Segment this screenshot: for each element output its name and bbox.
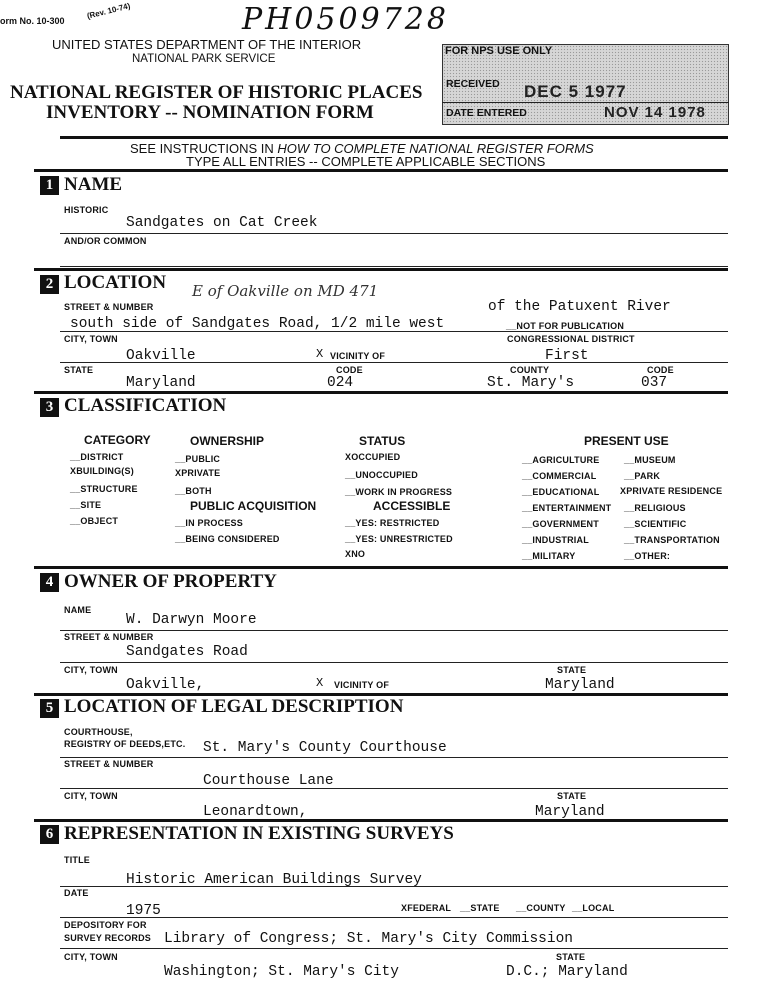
historic-label: HISTORIC [64,205,109,215]
ownership-item: __PUBLIC [175,454,221,464]
county-option: __COUNTY [516,903,566,913]
state-code-label: CODE [336,365,363,375]
owner-city-label: CITY, TOWN [64,665,118,675]
section-1-title: NAME [64,174,123,195]
section-6-title: REPRESENTATION IN EXISTING SURVEYS [64,823,454,844]
public-acquisition-header: PUBLIC ACQUISITION [190,499,317,513]
category-header: CATEGORY [84,433,151,447]
category-item: XBUILDING(S) [70,466,134,476]
owner-city: Oakville, [126,677,205,693]
section-2-number: 2 [40,275,59,294]
instructions-line2: TYPE ALL ENTRIES -- COMPLETE APPLICABLE SECTIONS [186,154,546,169]
survey-records-label: SURVEY RECORDS [64,933,151,943]
present-use-item: __INDUSTRIAL [522,535,589,545]
department-name: UNITED STATES DEPARTMENT OF THE INTERIOR [52,37,362,52]
ownership-item: __BOTH [175,486,212,496]
state-value: Maryland [126,375,196,391]
state-label: STATE [64,365,94,375]
legal-street: Courthouse Lane [203,773,334,789]
status-header: STATUS [359,434,406,448]
city-value: Oakville [126,348,196,364]
section-3-number: 3 [40,398,59,417]
legal-street-label: STREET & NUMBER [64,759,154,769]
nps-box-label: FOR NPS USE ONLY [445,45,553,57]
present-use-item: __MUSEUM [624,455,676,465]
owner-name-label: NAME [64,605,92,615]
present-use-item: XPRIVATE RESIDENCE [620,486,723,496]
accessible-item: __YES: RESTRICTED [345,518,440,528]
vicinity-mark: X [316,347,324,361]
acquisition-item: __BEING CONSIDERED [175,534,280,544]
present-use-item: __AGRICULTURE [522,455,600,465]
present-use-item: __OTHER: [624,551,671,561]
form-title-line2: INVENTORY -- NOMINATION FORM [46,102,374,123]
federal-option: XFEDERAL [401,903,452,913]
owner-vicinity-label: VICINITY OF [334,680,390,690]
date-entered-stamp: NOV 14 1978 [604,104,706,121]
ownership-item: XPRIVATE [175,468,221,478]
county-code-value: 037 [641,375,668,391]
handwritten-id: PH0509728 [242,2,449,37]
status-item: XOCCUPIED [345,452,401,462]
owner-street: Sandgates Road [126,644,248,660]
owner-state-label: STATE [557,665,587,675]
ownership-header: OWNERSHIP [190,434,265,448]
form-number: orm No. 10-300 [0,16,65,26]
owner-name: W. Darwyn Moore [126,612,257,628]
state-code-value: 024 [327,375,354,391]
status-item: __UNOCCUPIED [345,470,418,480]
section-2-title: LOCATION [64,272,167,293]
section-5-number: 5 [40,699,59,718]
congressional-district: First [545,348,589,364]
owner-state: Maryland [545,677,615,693]
local-option: __LOCAL [572,903,615,913]
present-use-item: __EDUCATIONAL [522,487,600,497]
depository-city-label: CITY, TOWN [64,952,118,962]
city-town-label: CITY, TOWN [64,334,118,344]
courthouse-label: COURTHOUSE, [64,727,133,737]
present-use-item: __COMMERCIAL [522,471,597,481]
service-name: NATIONAL PARK SERVICE [132,53,276,65]
section-4-title: OWNER OF PROPERTY [64,571,277,592]
courthouse-value: St. Mary's County Courthouse [203,740,447,756]
section-6-number: 6 [40,825,59,844]
category-item: __STRUCTURE [70,484,138,494]
present-use-item: __GOVERNMENT [522,519,599,529]
legal-state: Maryland [535,804,605,820]
form-title-line1: NATIONAL REGISTER OF HISTORIC PLACES [10,82,423,103]
vicinity-label: VICINITY OF [330,351,386,361]
status-item: __WORK IN PROGRESS [345,487,453,497]
legal-city-label: CITY, TOWN [64,791,118,801]
depository-state-label: STATE [556,952,586,962]
date-entered-label: DATE ENTERED [446,107,527,119]
handwritten-location-note: E of Oakville on MD 471 [192,282,379,300]
accessible-item: XNO [345,549,366,559]
present-use-item: __MILITARY [522,551,576,561]
present-use-item: __TRANSPORTATION [624,535,720,545]
survey-date-label: DATE [64,888,89,898]
present-use-item: __ENTERTAINMENT [522,503,612,513]
depository-value: Library of Congress; St. Mary's City Commission [164,931,573,947]
section-1-number: 1 [40,176,59,195]
legal-state-label: STATE [557,791,587,801]
category-item: __SITE [70,500,102,510]
owner-street-label: STREET & NUMBER [64,632,154,642]
depository-city: Washington; St. Mary's City [164,964,399,980]
historic-name: Sandgates on Cat Creek [126,215,318,231]
section-4-number: 4 [40,573,59,592]
received-date-stamp: DEC 5 1977 [524,82,627,101]
form-revision: (Rev. 10-74) [86,1,132,21]
not-for-publication: __NOT FOR PUBLICATION [506,321,625,331]
survey-title: Historic American Buildings Survey [126,872,422,888]
congressional-district-label: CONGRESSIONAL DISTRICT [507,334,635,344]
registry-label: REGISTRY OF DEEDS,ETC. [64,739,186,749]
street-continuation: of the Patuxent River [488,299,671,315]
street-number-label: STREET & NUMBER [64,302,154,312]
survey-date: 1975 [126,903,161,919]
acquisition-item: __IN PROCESS [175,518,243,528]
instructions-line1: SEE INSTRUCTIONS IN HOW TO COMPLETE NATIONAL REGISTER FORMS [130,141,594,156]
received-label: RECEIVED [446,78,500,90]
accessible-header: ACCESSIBLE [373,499,451,513]
depository-label: DEPOSITORY FOR [64,920,147,930]
section-5-title: LOCATION OF LEGAL DESCRIPTION [64,696,404,717]
present-use-header: PRESENT USE [584,434,669,448]
street-address: south side of Sandgates Road, 1/2 mile west [70,316,445,332]
present-use-item: __PARK [624,471,661,481]
county-label: COUNTY [510,365,550,375]
common-name-label: AND/OR COMMON [64,236,147,246]
present-use-item: __RELIGIOUS [624,503,686,513]
owner-vicinity-mark: X [316,676,324,690]
county-code-label: CODE [647,365,674,375]
category-item: __DISTRICT [70,452,124,462]
accessible-item: __YES: UNRESTRICTED [345,534,453,544]
category-item: __OBJECT [70,516,119,526]
section-3-title: CLASSIFICATION [64,395,227,416]
legal-city: Leonardtown, [203,804,308,820]
present-use-item: __SCIENTIFIC [624,519,687,529]
survey-title-label: TITLE [64,855,90,865]
county-value: St. Mary's [487,375,575,391]
depository-state: D.C.; Maryland [506,964,628,980]
state-option: __STATE [460,903,500,913]
